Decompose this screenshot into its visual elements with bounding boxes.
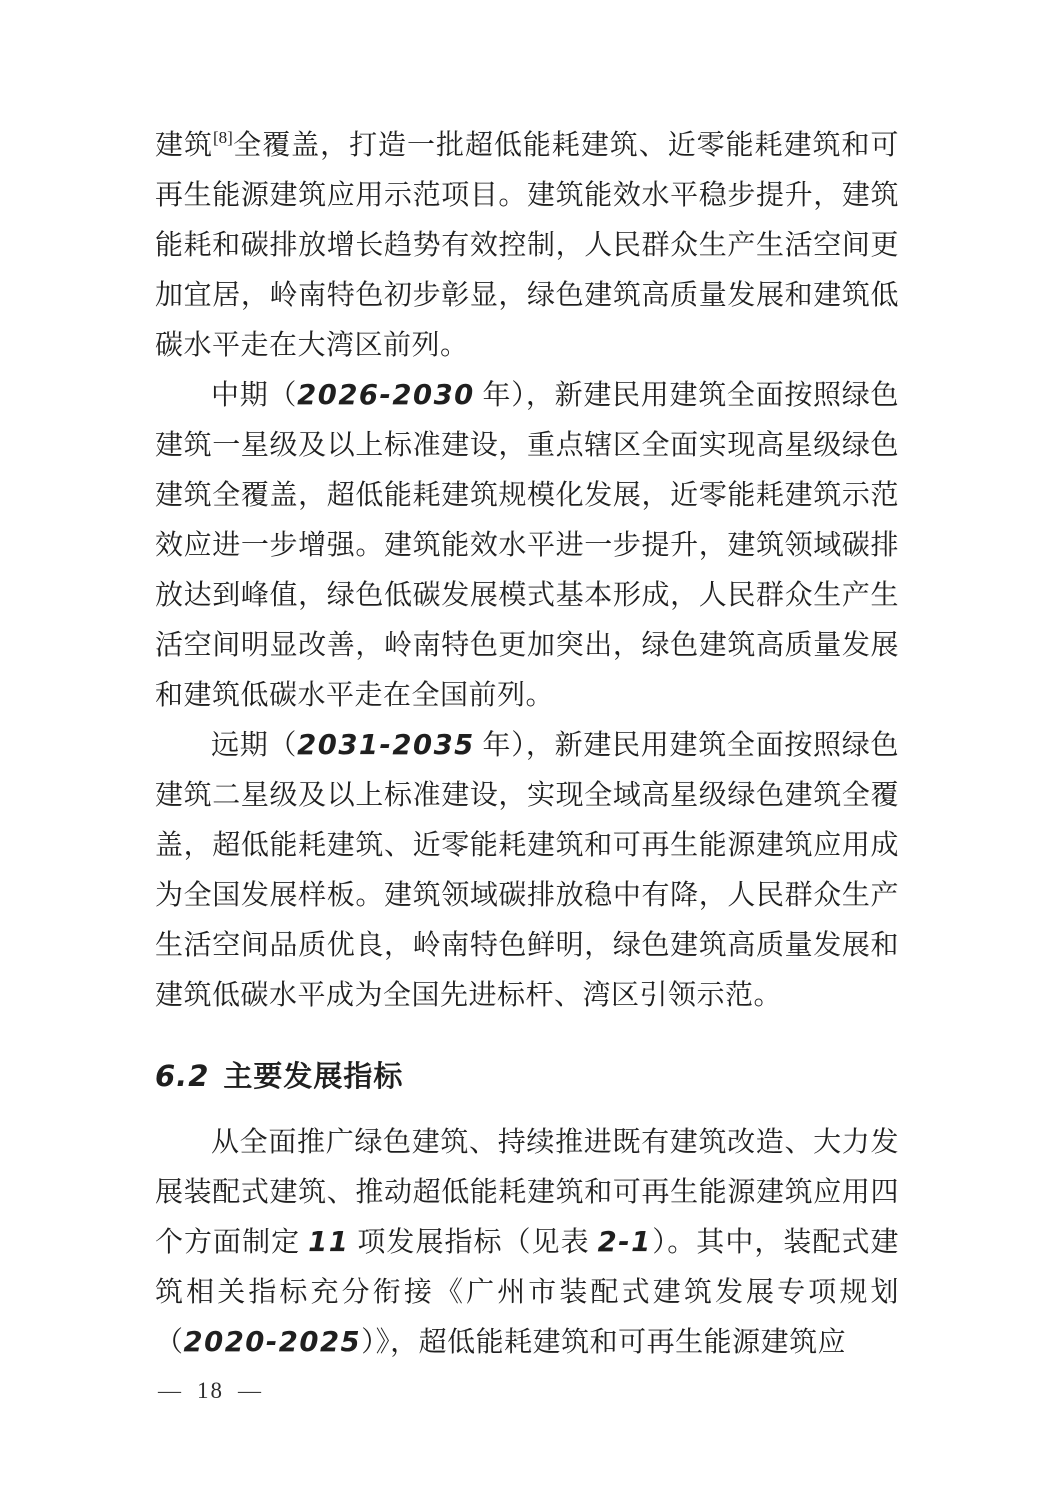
section-heading-6-2 <box>155 1055 899 1098</box>
paragraph-text-lead: 建筑 <box>155 130 213 161</box>
footnote-reference-8: [8] <box>212 128 233 147</box>
footer-dash-left: — <box>158 1378 183 1403</box>
period-long-term: 2031-2035 <box>297 730 475 761</box>
paragraph-text: ）。其中，装配式建筑相关指标充分衔接《广州市装配式建筑发展专项规划（ <box>155 1227 899 1358</box>
paragraph-long-term <box>155 721 899 1021</box>
page-number: 18 <box>197 1378 224 1403</box>
document-body <box>155 121 899 1368</box>
paragraph-text: 中期（ <box>211 380 298 411</box>
paragraph-text: ）》，超低能耗建筑和可再生能源建筑应 <box>361 1327 847 1358</box>
table-reference: 2-1 <box>597 1227 652 1258</box>
paragraph-text: 远期（ <box>211 730 298 761</box>
footer-dash-right: — <box>238 1378 263 1403</box>
paragraph-text: 项发展指标（见表 <box>349 1227 598 1258</box>
paragraph-text: 年），新建民用建筑全面按照绿色建筑二星级及以上标准建设，实现全域高星级绿色建筑全覆盖，超低能耗建筑、近零能耗建筑和可再生能源建筑应用成为全国发展样板。建筑领域碳排放稳中有降，人民群众生产生活空间品质优良，岭南特色鲜明，绿色建筑高质量发展和建筑低碳水平成为全国先进标杆、湾区引领示范。 <box>155 730 899 1011</box>
section-number: 6.2 <box>155 1059 210 1093</box>
paragraph-text: 全覆盖，打造一批超低能耗建筑、近零能耗建筑和可再生能源建筑应用示范项目。建筑能效水平稳步提升，建筑能耗和碳排放增长趋势有效控制，人民群众生产生活空间更加宜居，岭南特色初步彰显，绿色建筑高质量发展和建筑低碳水平走在大湾区前列。 <box>155 130 899 361</box>
section-title: 主要发展指标 <box>223 1061 404 1093</box>
paragraph-mid-term <box>155 371 899 721</box>
indicator-count: 11 <box>308 1227 350 1258</box>
period-mid-term: 2026-2030 <box>297 380 475 411</box>
paragraph-indicators-intro <box>155 1118 899 1368</box>
paragraph-text: 年），新建民用建筑全面按照绿色建筑一星级及以上标准建设，重点辖区全面实现高星级绿色建筑全覆盖，超低能耗建筑规模化发展，近零能耗建筑示范效应进一步增强。建筑能效水平进一步提升，建筑领域碳排放达到峰值，绿色低碳发展模式基本形成，人民群众生产生活空间明显改善，岭南特色更加突出，绿色建筑高质量发展和建筑低碳水平走在全国前列。 <box>155 380 899 711</box>
page-footer <box>158 1376 263 1406</box>
paragraph-overview-continuation <box>155 121 899 371</box>
paragraph-text: 从全面推广绿色建筑、持续推进既有建筑改造、大力发展装配式建筑、推动超低能耗建筑和可再生能源建筑应用四个方面制定 <box>155 1127 899 1258</box>
plan-period: 2020-2025 <box>183 1327 362 1358</box>
